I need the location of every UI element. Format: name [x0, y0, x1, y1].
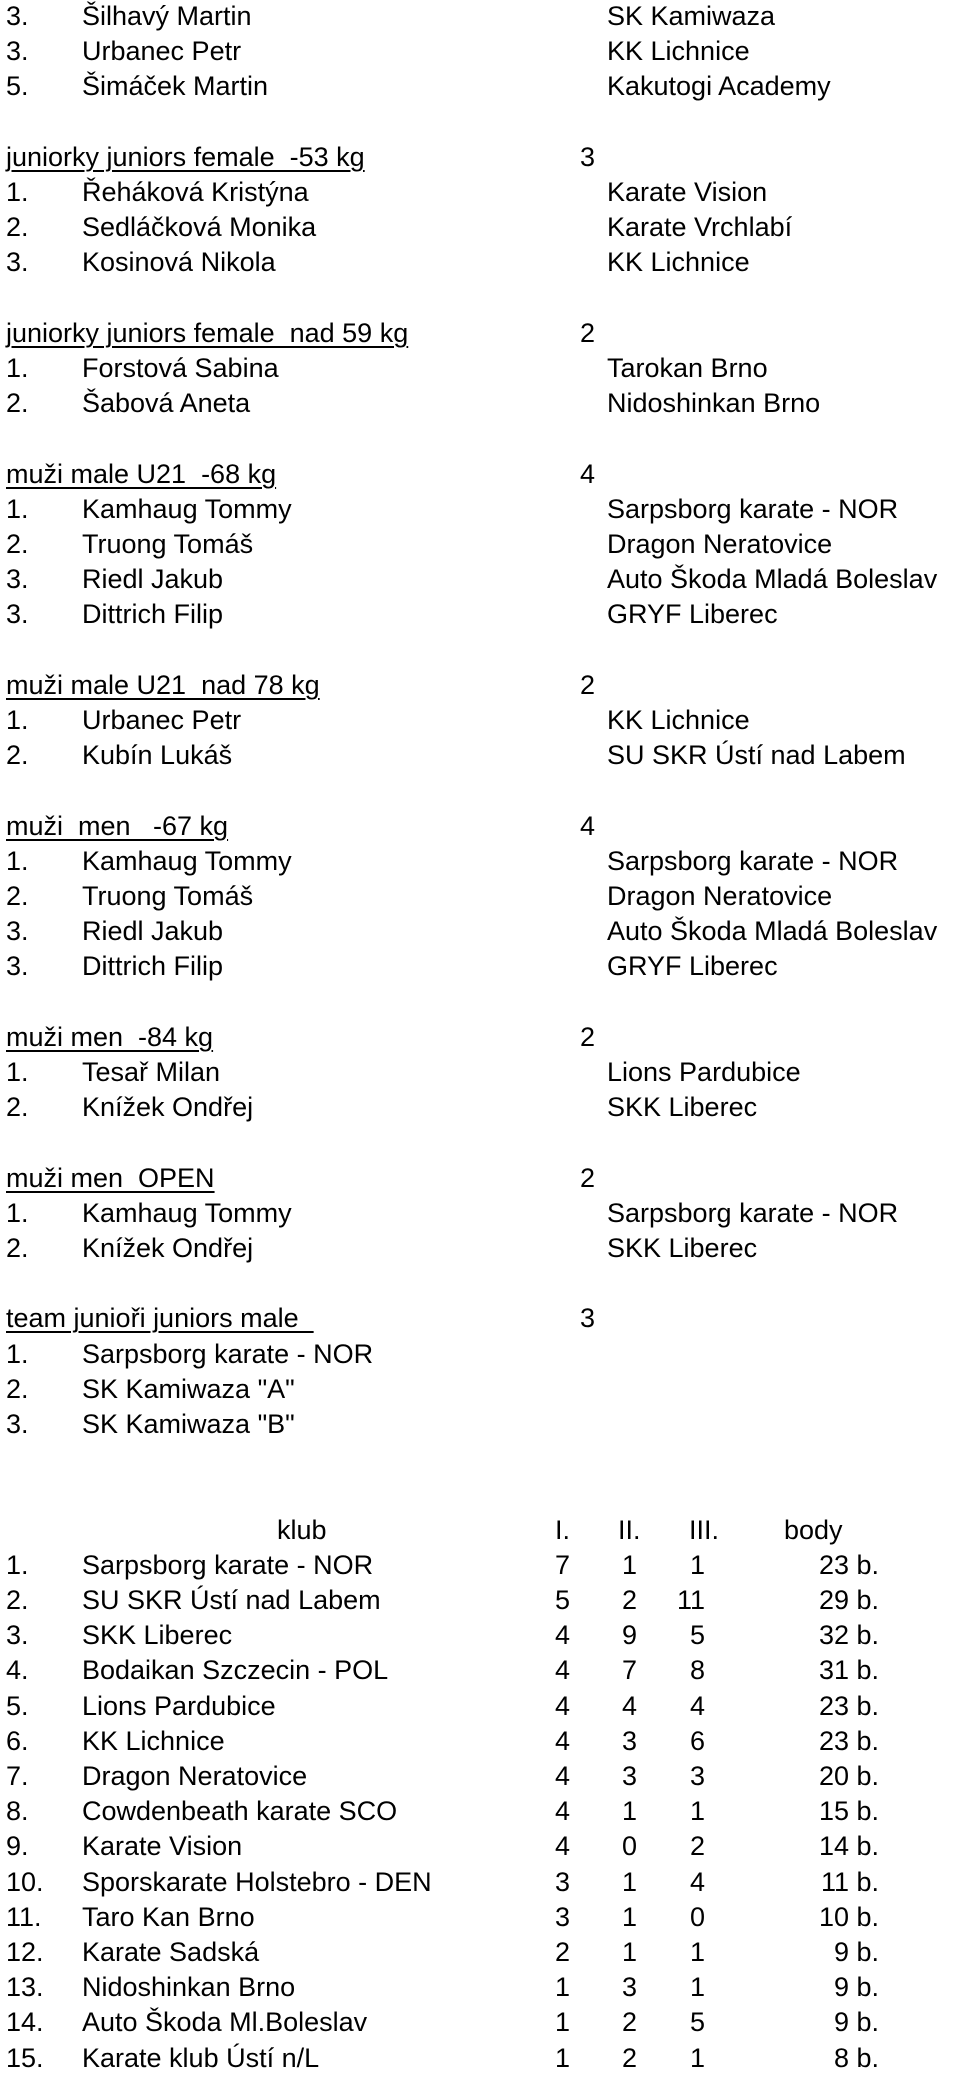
total-points: 23 b. — [818, 1725, 879, 1756]
total-points: 31 b. — [818, 1655, 879, 1686]
total-points: 11 b. — [820, 1866, 879, 1897]
summary-club: Cowdenbeath karate SCO — [82, 1796, 398, 1827]
competitor-name: Riedl Jakub — [82, 564, 224, 595]
second-places: 4 — [621, 1690, 637, 1721]
third-places: 1 — [689, 2042, 705, 2073]
summary-rank: 12. — [6, 1937, 44, 1967]
competitor-name: Forstová Sabina — [82, 353, 279, 383]
summary-row — [0, 1759, 960, 1794]
competitor-count: 2 — [580, 317, 596, 348]
result-rank: 2. — [6, 1092, 29, 1123]
second-places: 3 — [621, 1725, 637, 1756]
second-places: 2 — [621, 2042, 637, 2073]
category-title: muži men OPEN — [6, 1162, 215, 1193]
club-name: SU SKR Ústí nad Labem — [607, 740, 906, 771]
summary-rank: 7. — [6, 1761, 29, 1791]
total-points: 23 b. — [818, 1690, 879, 1721]
summary-row — [0, 1689, 960, 1724]
club-name: GRYF Liberec — [607, 599, 778, 630]
category-header — [0, 809, 960, 844]
club-name: Karate Vrchlabí — [607, 212, 793, 243]
result-rank: 2. — [6, 881, 29, 911]
total-points: 23 b. — [818, 1549, 879, 1580]
competitor-name: Urbanec Petr — [82, 36, 242, 67]
summary-rank: 4. — [6, 1655, 29, 1686]
summary-club: SKK Liberec — [82, 1620, 233, 1651]
competitor-count: 2 — [580, 1162, 596, 1193]
competitor-name: Kamhaug Tommy — [82, 493, 292, 524]
result-rank: 1. — [6, 493, 29, 524]
summary-row — [0, 1829, 960, 1864]
summary-header — [0, 1513, 960, 1548]
club-name: GRYF Liberec — [607, 951, 778, 982]
total-points: 15 b. — [818, 1796, 879, 1827]
result-row — [0, 597, 960, 632]
result-row — [0, 844, 960, 879]
summary-club: Sporskarate Holstebro - DEN — [82, 1866, 432, 1897]
category-title: juniorky juniors female -53 kg — [6, 141, 365, 172]
first-places: 4 — [554, 1620, 570, 1651]
club-name: Kakutogi Academy — [607, 71, 831, 102]
competitor-name: Sarpsborg karate - NOR — [82, 1338, 374, 1369]
summary-club: Auto Škoda Ml.Boleslav — [82, 2007, 368, 2038]
first-places: 4 — [554, 1796, 570, 1827]
category-title: muži male U21 -68 kg — [6, 458, 277, 489]
third-places: 4 — [689, 1866, 705, 1897]
competitor-name: Urbanec Petr — [82, 705, 242, 735]
competitor-name: SK Kamiwaza "A" — [82, 1373, 295, 1404]
total-points: 10 b. — [818, 1901, 879, 1932]
club-name: Dragon Neratovice — [607, 529, 833, 559]
first-places: 1 — [554, 2042, 570, 2073]
competitor-name: Riedl Jakub — [82, 916, 224, 947]
first-places: 4 — [554, 1655, 570, 1686]
summary-club: Karate klub Ústí n/L — [82, 2042, 320, 2073]
summary-club: Dragon Neratovice — [82, 1761, 308, 1791]
club-name: Tarokan Brno — [607, 353, 768, 383]
summary-club: Karate Vision — [82, 1831, 243, 1862]
result-row — [0, 738, 960, 773]
result-row — [0, 175, 960, 210]
third-places: 1 — [689, 1549, 705, 1580]
category-header — [0, 316, 960, 351]
summary-club: Lions Pardubice — [82, 1690, 276, 1721]
result-rank: 2. — [6, 529, 29, 559]
result-row — [0, 1196, 960, 1231]
header-club: klub — [277, 1514, 327, 1545]
competitor-count: 2 — [580, 1021, 596, 1052]
result-row — [0, 245, 960, 280]
result-rank: 5. — [6, 71, 29, 102]
header-third-places: III. — [689, 1514, 720, 1545]
competitor-name: Kamhaug Tommy — [82, 845, 292, 876]
summary-rank: 14. — [6, 2007, 44, 2038]
competitor-name: SK Kamiwaza "B" — [82, 1409, 295, 1439]
competitor-name: Sedláčková Monika — [82, 212, 317, 243]
category-title: juniorky juniors female nad 59 kg — [6, 317, 409, 348]
third-places: 11 — [676, 1585, 705, 1615]
competitor-name: Dittrich Filip — [82, 599, 224, 630]
header-first-places: I. — [555, 1514, 571, 1545]
competitor-count: 3 — [580, 1303, 596, 1334]
summary-row — [0, 1794, 960, 1829]
third-places: 1 — [689, 1796, 705, 1827]
first-places: 4 — [554, 1831, 570, 1862]
summary-row — [0, 2005, 960, 2040]
competitor-name: Šilhavý Martin — [82, 1, 252, 31]
result-rank: 2. — [6, 212, 29, 243]
third-places: 3 — [689, 1761, 705, 1791]
second-places: 1 — [621, 1866, 637, 1897]
second-places: 2 — [621, 1585, 637, 1615]
total-points: 9 b. — [833, 1937, 879, 1967]
result-rank: 2. — [6, 740, 29, 771]
club-name: Sarpsborg karate - NOR — [607, 493, 899, 524]
club-name: Sarpsborg karate - NOR — [607, 1197, 899, 1228]
result-row — [0, 69, 960, 104]
result-rank: 3. — [6, 916, 29, 947]
result-row — [0, 1407, 960, 1442]
result-rank: 3. — [6, 951, 29, 982]
summary-row — [0, 1618, 960, 1653]
competitor-name: Kubín Lukáš — [82, 740, 233, 771]
competitor-count: 4 — [580, 810, 596, 841]
second-places: 7 — [621, 1655, 637, 1686]
third-places: 0 — [689, 1901, 705, 1932]
summary-rank: 11. — [6, 1901, 42, 1932]
summary-row — [0, 1865, 960, 1900]
summary-rank: 13. — [6, 1972, 44, 2003]
result-rank: 1. — [6, 353, 29, 383]
header-points: body — [784, 1514, 843, 1545]
result-rank: 1. — [6, 1057, 29, 1087]
first-places: 5 — [554, 1585, 570, 1615]
first-places: 1 — [554, 1972, 570, 2003]
category-header — [0, 457, 960, 492]
first-places: 3 — [554, 1866, 570, 1897]
category-header — [0, 1020, 960, 1055]
summary-row — [0, 1548, 960, 1583]
second-places: 3 — [621, 1761, 637, 1791]
competitor-name: Tesař Milan — [82, 1057, 221, 1087]
summary-club: Nidoshinkan Brno — [82, 1972, 296, 2003]
header-second-places: II. — [618, 1514, 641, 1545]
summary-row — [0, 1935, 960, 1970]
result-rank: 1. — [6, 845, 29, 876]
summary-rank: 8. — [6, 1796, 29, 1827]
competitor-name: Kosinová Nikola — [82, 247, 276, 278]
result-row — [0, 386, 960, 421]
result-rank: 3. — [6, 1409, 29, 1439]
competitor-name: Truong Tomáš — [82, 529, 254, 559]
summary-club: SU SKR Ústí nad Labem — [82, 1585, 381, 1615]
summary-row — [0, 1724, 960, 1759]
club-name: Karate Vision — [607, 177, 768, 207]
club-name: Auto Škoda Mladá Boleslav — [607, 564, 938, 595]
summary-row — [0, 1970, 960, 2005]
first-places: 2 — [554, 1937, 570, 1967]
total-points: 9 b. — [833, 2007, 879, 2038]
summary-rank: 9. — [6, 1831, 29, 1862]
competitor-name: Řeháková Kristýna — [82, 177, 309, 207]
result-rank: 1. — [6, 705, 29, 735]
competitor-count: 2 — [580, 669, 596, 700]
competitor-count: 3 — [580, 141, 596, 172]
result-row — [0, 1372, 960, 1407]
club-name: KK Lichnice — [607, 247, 750, 278]
result-rank: 3. — [6, 1, 29, 31]
result-rank: 1. — [6, 177, 29, 207]
second-places: 1 — [621, 1937, 637, 1967]
summary-rank: 1. — [6, 1549, 29, 1580]
first-places: 3 — [554, 1901, 570, 1932]
total-points: 14 b. — [818, 1831, 879, 1862]
result-rank: 3. — [6, 599, 29, 630]
club-name: KK Lichnice — [607, 36, 750, 67]
result-row — [0, 879, 960, 914]
competitor-name: Dittrich Filip — [82, 951, 224, 982]
result-row — [0, 1337, 960, 1372]
third-places: 8 — [689, 1655, 705, 1686]
result-rank: 3. — [6, 247, 29, 278]
first-places: 4 — [554, 1761, 570, 1791]
result-row — [0, 527, 960, 562]
result-rank: 2. — [6, 388, 29, 419]
category-title: muži men -84 kg — [6, 1021, 214, 1052]
result-row — [0, 1090, 960, 1125]
third-places: 5 — [689, 2007, 705, 2038]
summary-club: Bodaikan Szczecin - POL — [82, 1655, 389, 1686]
result-row — [0, 351, 960, 386]
summary-rank: 15. — [6, 2042, 44, 2073]
summary-row — [0, 1900, 960, 1935]
summary-rank: 3. — [6, 1620, 29, 1651]
result-row — [0, 914, 960, 949]
club-name: SKK Liberec — [607, 1233, 758, 1263]
category-title: team junioři juniors male — [6, 1303, 314, 1334]
summary-rank: 5. — [6, 1690, 29, 1721]
competitor-name: Knížek Ondřej — [82, 1233, 254, 1263]
second-places: 1 — [621, 1901, 637, 1932]
category-header — [0, 140, 960, 175]
result-row — [0, 703, 960, 738]
second-places: 1 — [621, 1549, 637, 1580]
third-places: 2 — [689, 1831, 705, 1862]
result-rank: 2. — [6, 1233, 29, 1263]
club-name: SKK Liberec — [607, 1092, 758, 1123]
result-row — [0, 949, 960, 984]
competitor-name: Knížek Ondřej — [82, 1092, 254, 1123]
result-rank: 3. — [6, 36, 29, 67]
total-points: 8 b. — [833, 2042, 879, 2073]
summary-row — [0, 2041, 960, 2076]
result-rank: 2. — [6, 1373, 29, 1404]
result-row — [0, 562, 960, 597]
club-name: SK Kamiwaza — [607, 1, 776, 31]
result-rank: 3. — [6, 564, 29, 595]
result-rank: 1. — [6, 1197, 29, 1228]
total-points: 9 b. — [833, 1972, 879, 2003]
result-row — [0, 0, 960, 34]
summary-club: Karate Sadská — [82, 1937, 260, 1967]
club-name: Sarpsborg karate - NOR — [607, 845, 899, 876]
second-places: 1 — [621, 1796, 637, 1827]
second-places: 0 — [621, 1831, 637, 1862]
third-places: 5 — [689, 1620, 705, 1651]
total-points: 20 b. — [818, 1761, 879, 1791]
first-places: 7 — [554, 1549, 570, 1580]
result-row — [0, 210, 960, 245]
competitor-name: Šabová Aneta — [82, 388, 251, 419]
result-row — [0, 492, 960, 527]
first-places: 4 — [554, 1690, 570, 1721]
summary-row — [0, 1583, 960, 1618]
result-row — [0, 1055, 960, 1090]
second-places: 3 — [621, 1972, 637, 2003]
first-places: 1 — [554, 2007, 570, 2038]
category-title: muži male U21 nad 78 kg — [6, 669, 320, 700]
total-points: 29 b. — [818, 1585, 879, 1615]
competitor-count: 4 — [580, 458, 596, 489]
result-rank: 1. — [6, 1338, 29, 1369]
club-name: Auto Škoda Mladá Boleslav — [607, 916, 938, 947]
summary-club: Taro Kan Brno — [82, 1901, 255, 1932]
summary-row — [0, 1653, 960, 1688]
competitor-name: Truong Tomáš — [82, 881, 254, 911]
club-name: KK Lichnice — [607, 705, 750, 735]
competitor-name: Kamhaug Tommy — [82, 1197, 292, 1228]
summary-rank: 10. — [6, 1866, 44, 1897]
third-places: 4 — [689, 1690, 705, 1721]
first-places: 4 — [554, 1725, 570, 1756]
third-places: 1 — [689, 1972, 705, 2003]
club-name: Lions Pardubice — [607, 1057, 801, 1087]
summary-rank: 6. — [6, 1725, 29, 1756]
result-row — [0, 1231, 960, 1266]
summary-rank: 2. — [6, 1585, 29, 1615]
third-places: 6 — [689, 1725, 705, 1756]
summary-club: Sarpsborg karate - NOR — [82, 1549, 374, 1580]
category-header — [0, 1161, 960, 1196]
category-title: muži men -67 kg — [6, 810, 229, 841]
summary-club: KK Lichnice — [82, 1725, 225, 1756]
second-places: 9 — [621, 1620, 637, 1651]
club-name: Nidoshinkan Brno — [607, 388, 821, 419]
second-places: 2 — [621, 2007, 637, 2038]
category-header — [0, 668, 960, 703]
total-points: 32 b. — [818, 1620, 879, 1651]
competitor-name: Šimáček Martin — [82, 71, 269, 102]
third-places: 1 — [689, 1937, 705, 1967]
club-name: Dragon Neratovice — [607, 881, 833, 911]
result-row — [0, 34, 960, 69]
category-header — [0, 1301, 960, 1336]
